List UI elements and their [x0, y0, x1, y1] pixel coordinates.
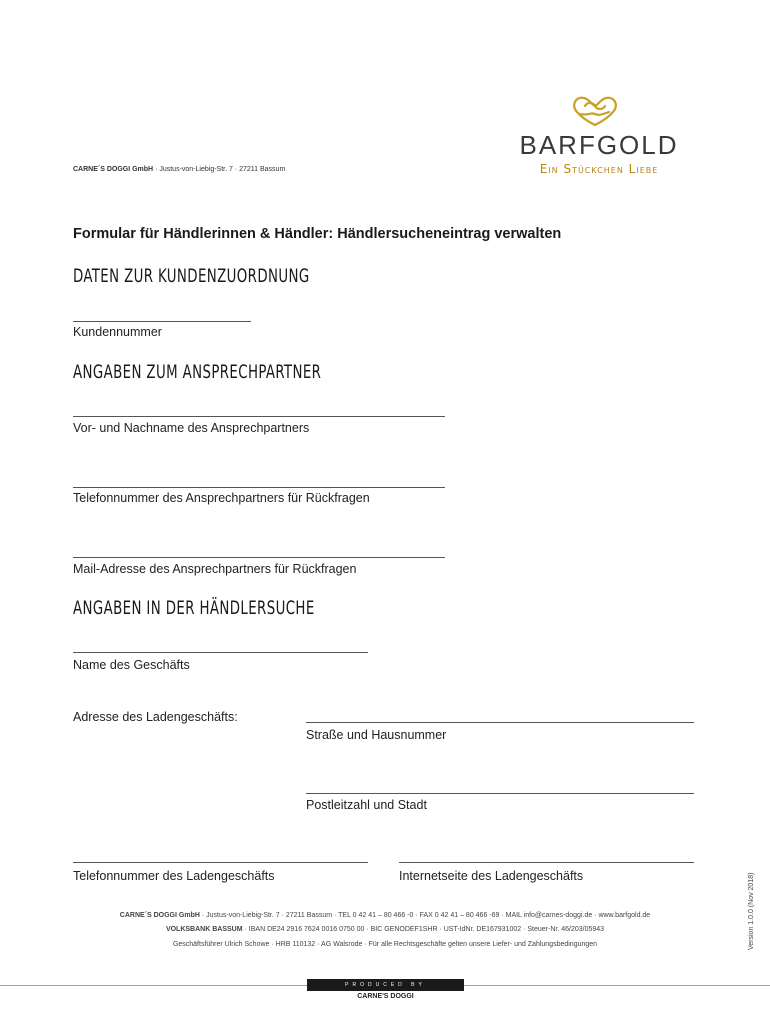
form-title: Formular für Händlerinnen & Händler: Händlersucheneintrag verwalten: [73, 226, 562, 242]
footer-line-2: [0, 926, 770, 933]
logo-tagline: Ein Stückchen Liebe: [539, 162, 659, 176]
footer-company: CARNE´S DOGGI GmbH: [119, 912, 200, 919]
footer-line-1: [0, 912, 770, 919]
internet-field[interactable]: [399, 862, 694, 863]
footer-bank-details: · IBAN DE24 2916 7624 0016 0750 00 · BIC GENODEF1SHR · UST-IdNr. DE167931002 · Steuer-Nr. 46/203/05943: [242, 926, 605, 933]
sender-address: · Justus-von-Liebig-Str. 7 · 27211 Bassum: [153, 166, 286, 173]
geschaeft-field[interactable]: [73, 652, 368, 653]
strasse-label: Straße und Hausnummer: [306, 728, 447, 742]
footer-bank: VOLKSBANK BASSUM: [165, 926, 243, 933]
plz-field[interactable]: [306, 793, 694, 794]
sender-line: [73, 166, 285, 173]
mail-label: Mail-Adresse des Ansprechpartners für Rückfragen: [73, 562, 357, 576]
kundennummer-field[interactable]: [73, 321, 251, 322]
internet-label: Internetseite des Ladengeschäfts: [399, 869, 584, 883]
mail-field[interactable]: [73, 557, 445, 558]
logo-wordmark: BARFGOLD: [519, 130, 679, 160]
adresse-label: Adresse des Ladengeschäfts:: [73, 710, 238, 724]
section-heading-kunde: DATEN ZUR KUNDENZUORDNUNG: [73, 265, 310, 287]
version-note: Version 1.0.0 (Nov 2018): [748, 872, 755, 950]
produced-by-company: CARNE'S DOGGI: [357, 993, 414, 1000]
telefon-label: Telefonnummer des Ansprechpartners für Rückfragen: [73, 491, 370, 505]
name-label: Vor- und Nachname des Ansprechpartners: [73, 421, 310, 435]
produced-by-badge: PRODUCED BY: [307, 979, 464, 991]
plz-label: Postleitzahl und Stadt: [306, 798, 427, 812]
telefon-field[interactable]: [73, 487, 445, 488]
section-heading-haendlersuche: ANGABEN IN DER HÄNDLERSUCHE: [73, 597, 315, 619]
geschaeft-label: Name des Geschäfts: [73, 658, 190, 672]
laden-telefon-label: Telefonnummer des Ladengeschäfts: [73, 869, 275, 883]
section-heading-ansprechpartner: ANGABEN ZUM ANSPRECHPARTNER: [73, 361, 322, 383]
laden-telefon-field[interactable]: [73, 862, 368, 863]
sender-company: CARNE´S DOGGI GmbH: [73, 166, 154, 173]
name-field[interactable]: [73, 416, 445, 417]
footer-line-3: Geschäftsführer Ulrich Schowe · HRB 110132 · AG Walsrode · Für alle Rechtsgeschäfte gelten unsere Liefer- und Zahlungsbedingungen: [172, 941, 598, 948]
footer-contact: · Justus-von-Liebig-Str. 7 · 27211 Bassum · TEL 0 42 41 – 80 466 -0 · FAX 0 42 41 – 80 466 -69 · MAIL info@carnes-doggi.de · www.barfgold.de: [199, 912, 651, 919]
barfgold-logo-icon: [567, 92, 623, 128]
strasse-field[interactable]: [306, 722, 694, 723]
kundennummer-label: Kundennummer: [73, 325, 162, 339]
